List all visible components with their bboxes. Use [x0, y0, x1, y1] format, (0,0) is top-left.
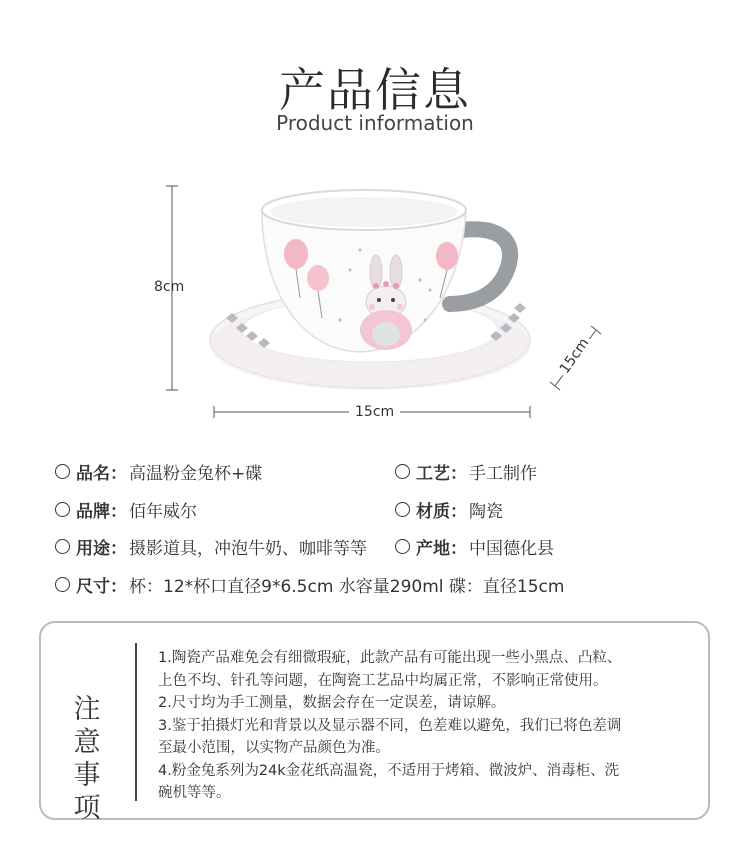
spec-value: 手工制作 — [469, 464, 537, 484]
notice-item: 1.陶瓷产品难免会有细微瑕疵，此款产品有可能出现一些小黑点、凸粒、 上色不均、针孔等问题，在陶瓷工艺品中均属正常，不影响正常使用。 — [158, 650, 622, 689]
spec-value: 佰年威尔 — [129, 502, 197, 522]
dimension-height-label: 8cm — [154, 279, 185, 295]
bullet-circle-icon — [395, 539, 410, 554]
bullet-circle-icon — [395, 502, 410, 517]
notice-item: 3.鉴于拍摄灯光和背景以及显示器不同，色差难以避免，我们已将色差调 至最小范围，以实物产品颜色为准。 — [158, 717, 622, 756]
dimension-depth-label: 15cm — [555, 333, 594, 379]
bullet-circle-icon — [55, 464, 70, 479]
notice-item: 4.粉金兔系列为24k金花纸高温瓷，不适用于烤箱、微波炉、消毒柜、洗 碗机等等。 — [158, 762, 620, 801]
spec-size: 尺寸： 杯：12*杯口直径9*6.5cm 水容量290ml 碟：直径15cm — [55, 572, 564, 597]
cup-illustration — [150, 180, 610, 420]
spec-value: 杯：12*杯口直径9*6.5cm 水容量290ml 碟：直径15cm — [129, 577, 565, 597]
product-figure — [150, 180, 610, 420]
notice-box — [39, 621, 710, 824]
dimension-width-label: 15cm — [349, 404, 400, 420]
spec-usage: 用途： 摄影道具，冲泡牛奶、咖啡等等 — [55, 534, 367, 559]
notice-list — [158, 647, 698, 805]
notice-item: 2.尺寸均为手工测量，数据会存在一定误差，请谅解。 — [158, 695, 506, 711]
spec-value: 高温粉金兔杯+碟 — [129, 464, 263, 484]
bullet-circle-icon — [55, 539, 70, 554]
bullet-circle-icon — [395, 464, 410, 479]
spec-product-name: 品名： 高温粉金兔杯+碟 — [55, 459, 262, 484]
notice-heading: 注意事项 — [73, 694, 105, 824]
notice-divider — [135, 643, 137, 801]
spec-origin: 产地： 中国德化县 — [395, 534, 554, 559]
spec-material: 材质： 陶瓷 — [395, 497, 503, 522]
spec-value: 陶瓷 — [469, 502, 503, 522]
bullet-circle-icon — [55, 502, 70, 517]
spec-value: 摄影道具，冲泡牛奶、咖啡等等 — [129, 539, 367, 559]
spec-craft: 工艺： 手工制作 — [395, 459, 537, 484]
page-subtitle: Product information — [276, 111, 474, 135]
spec-value: 中国德化县 — [469, 539, 554, 559]
page-title: 产品信息 — [279, 63, 471, 117]
spec-brand: 品牌： 佰年威尔 — [55, 497, 197, 522]
bullet-circle-icon — [55, 577, 70, 592]
